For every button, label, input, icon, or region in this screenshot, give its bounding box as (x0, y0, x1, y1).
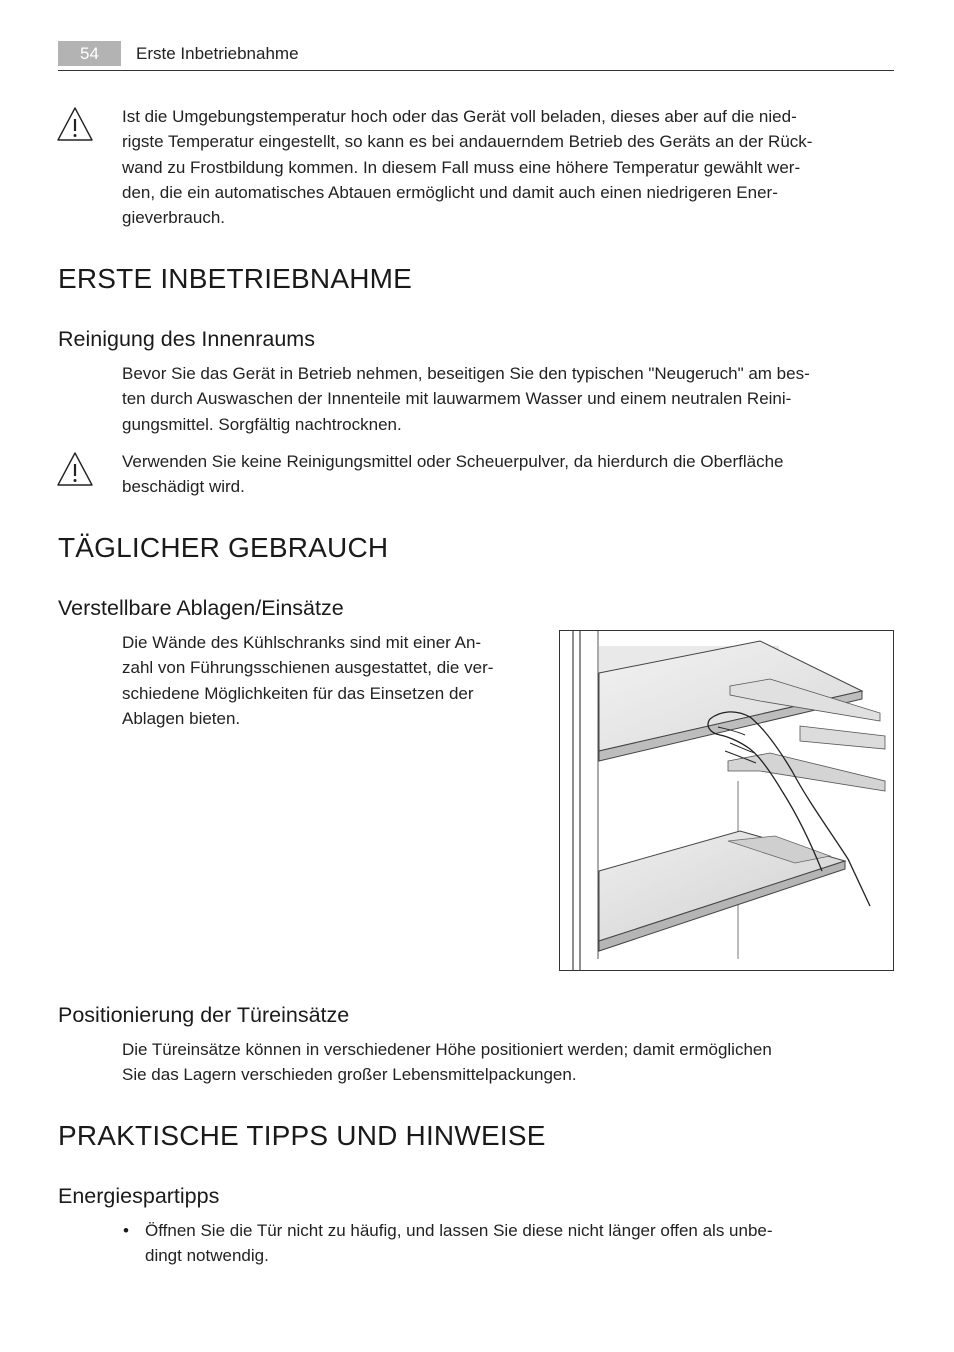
text-line: ten durch Auswaschen der Innenteile mit lauwarmem Wasser und einem neutralen Reini- (122, 389, 792, 409)
section-title-praktische-tipps: PRAKTISCHE TIPPS UND HINWEISE (58, 1120, 546, 1151)
text-line: Öffnen Sie die Tür nicht zu häufig, und lassen Sie diese nicht länger offen als unbe- (145, 1221, 773, 1240)
text-line: Ist die Umgebungstemperatur hoch oder das Gerät voll beladen, dieses aber auf die nied- (122, 107, 797, 126)
shelf-drawing (560, 631, 893, 970)
bullet-item-tuer (145, 1218, 905, 1269)
subsection-title-reinigung: Reinigung des Innenraums (58, 327, 315, 351)
warning-triangle-icon (56, 451, 94, 492)
page-number: 54 (58, 41, 121, 66)
text-line: schiedene Möglichkeiten für das Einsetzen der (122, 683, 474, 703)
text-line: Die Wände des Kühlschranks sind mit einer An- (122, 633, 482, 652)
header-divider (58, 70, 894, 71)
text-line: Sie das Lagern verschieden großer Lebensmittelpackungen. (122, 1065, 577, 1085)
text-line: Verwenden Sie keine Reinigungsmittel oder Scheuerpulver, da hierdurch die Oberfläche (122, 452, 784, 471)
warning-text-frost (122, 104, 902, 230)
paragraph-ablagen (122, 630, 542, 731)
bullet-point-icon: • (123, 1221, 129, 1240)
text-line: den, die ein automatisches Abtauen ermöglicht und damit auch einen niedrigeren Ener- (122, 182, 778, 202)
text-line: Bevor Sie das Gerät in Betrieb nehmen, beseitigen Sie den typischen "Neugeruch" am bes- (122, 364, 810, 383)
paragraph-reinigung (122, 361, 902, 437)
text-line: rigste Temperatur eingestellt, so kann es bei andauerndem Betrieb des Geräts an der Rück- (122, 132, 813, 152)
running-header-title: Erste Inbetriebnahme (136, 44, 299, 63)
text-line: wand zu Frostbildung kommen. In diesem Fall muss eine höhere Temperatur gewählt wer- (122, 157, 801, 177)
subsection-title-ablagen: Verstellbare Ablagen/Einsätze (58, 596, 344, 620)
text-line: Die Türeinsätze können in verschiedener Höhe positioniert werden; damit ermöglichen (122, 1040, 772, 1059)
paragraph-tuereinsaetze (122, 1037, 902, 1088)
text-line: beschädigt wird. (122, 477, 245, 497)
text-line: zahl von Führungsschienen ausgestattet, die ver- (122, 658, 494, 678)
subsection-title-tuereinsaetze: Positionierung der Türeinsätze (58, 1003, 350, 1027)
subsection-title-energiespartipps: Energiespartipps (58, 1184, 220, 1208)
text-line: gieverbrauch. (122, 208, 226, 228)
text-line: gungsmittel. Sorgfältig nachtrocknen. (122, 414, 402, 434)
warning-text-cleaning (122, 449, 902, 500)
text-line: dingt notwendig. (145, 1246, 269, 1266)
shelf-illustration (559, 630, 894, 971)
warning-triangle-icon (56, 106, 94, 147)
section-title-taeglicher-gebrauch: TÄGLICHER GEBRAUCH (58, 532, 389, 563)
section-title-erste-inbetriebnahme: ERSTE INBETRIEBNAHME (58, 263, 413, 294)
text-line: Ablagen bieten. (122, 708, 241, 728)
